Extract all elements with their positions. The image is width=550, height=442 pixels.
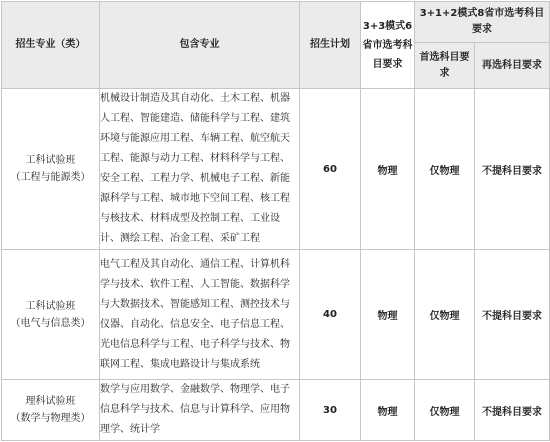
included-majors: 机械设计制造及其自动化、土木工程、机器人工程、智能建造、储能科学与工程、建筑环境与能源应用工程、车辆工程、航空航天工程、能源与动力工程、材料科学与工程、安全工程、工程力学、机械电子工程、新能源科学与工程、城市地下空间工程、核工程与核技术、材料成型及控制工程、工业设计、测绘工程、冶金工程、采矿工程 bbox=[100, 89, 300, 250]
enrollment-plan: 60 bbox=[300, 89, 361, 250]
major-cell bbox=[2, 250, 100, 380]
header-included-majors: 包含专业 bbox=[100, 2, 300, 89]
subject-requirement-3-3: 物理 bbox=[361, 250, 415, 380]
first-choice-requirement: 仅物理 bbox=[415, 89, 475, 250]
enrollment-plan: 40 bbox=[300, 250, 361, 380]
major-category: （电气与信息类） bbox=[10, 317, 91, 329]
major-cell bbox=[2, 380, 100, 441]
header-mode-3-1-2: 3+1+2模式8省市选考科目要求 bbox=[415, 2, 550, 43]
second-choice-requirement: 不提科目要求 bbox=[475, 380, 550, 441]
table-row bbox=[2, 89, 550, 250]
second-choice-requirement: 不提科目要求 bbox=[475, 89, 550, 250]
first-choice-requirement: 仅物理 bbox=[415, 250, 475, 380]
table-row bbox=[2, 380, 550, 441]
enrollment-plan: 30 bbox=[300, 380, 361, 441]
major-cell bbox=[2, 89, 100, 250]
table-row bbox=[2, 250, 550, 380]
subject-requirement-3-3: 物理 bbox=[361, 89, 415, 250]
included-majors: 数学与应用数学、金融数学、物理学、电子信息科学与技术、信息与计算科学、应用物理学、统计学 bbox=[100, 380, 300, 441]
included-majors: 电气工程及其自动化、通信工程、计算机科学与技术、软件工程、人工智能、数据科学与大数据技术、智能感知工程、测控技术与仪器、自动化、信息安全、电子信息工程、光电信息科学与工程、电子科学与技术、物联网工程、集成电路设计与集成系统 bbox=[100, 250, 300, 380]
major-category: （工程与能源类） bbox=[10, 172, 91, 183]
major-name: 工科试验班 bbox=[25, 300, 76, 312]
header-second-choice: 再选科目要求 bbox=[475, 43, 550, 89]
second-choice-requirement: 不提科目要求 bbox=[475, 250, 550, 380]
major-name: 理科试验班 bbox=[25, 396, 76, 407]
first-choice-requirement: 仅物理 bbox=[415, 380, 475, 441]
header-enrollment-plan: 招生计划 bbox=[300, 2, 361, 89]
subject-requirement-3-3: 物理 bbox=[361, 380, 415, 441]
admissions-table bbox=[1, 1, 550, 441]
major-name: 工科试验班 bbox=[25, 155, 76, 166]
header-major: 招生专业（类） bbox=[2, 2, 100, 89]
header-mode-3-3: 3+3模式6省市选考科目要求 bbox=[361, 2, 415, 89]
header-first-choice: 首选科目要求 bbox=[415, 43, 475, 89]
major-category: （数学与物理类） bbox=[10, 413, 91, 424]
